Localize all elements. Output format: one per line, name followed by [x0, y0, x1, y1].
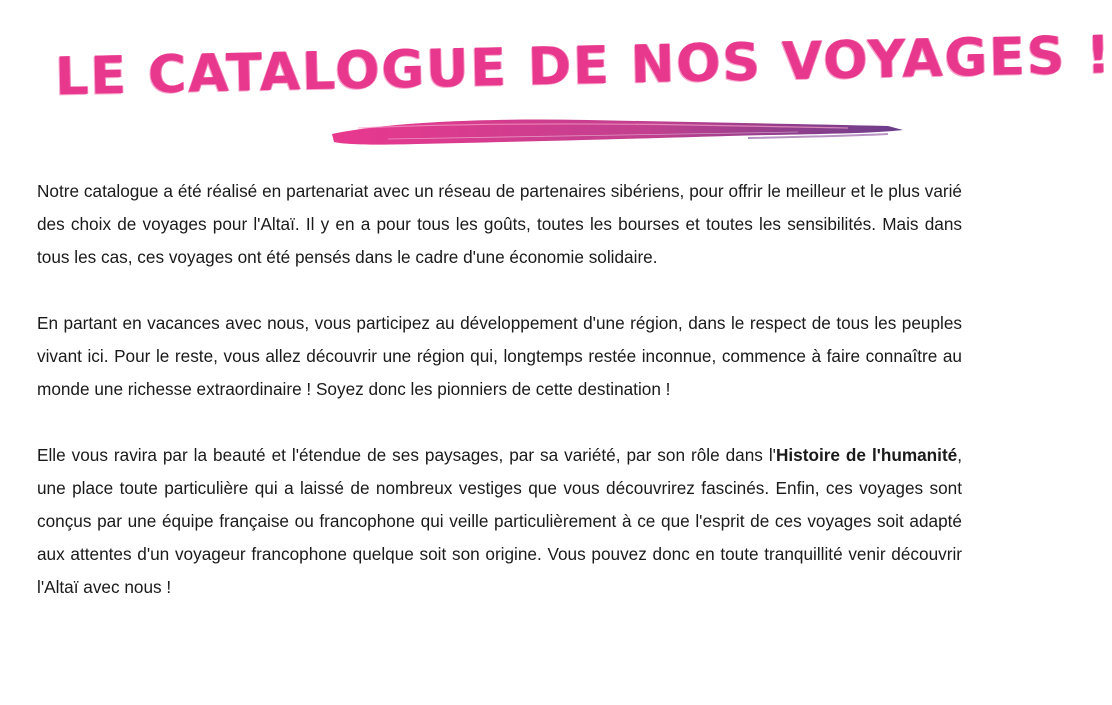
- paragraph-1: Notre catalogue a été réalisé en partenariat avec un réseau de partenaires sibériens, pour offrir le meilleur et le plus varié des choix de voyages pour l'Altaï. Il y en a pour tous les goûts, toutes les bourses et toutes les sensibilités. Mais dans tous les cas, ces voyages ont été pensés dans le cadre d'une économie solidaire.: [37, 181, 962, 267]
- paragraph-2: En partant en vacances avec nous, vous participez au développement d'une région, dans le respect de tous les peuples vivant ici. Pour le reste, vous allez découvrir une région qui, longtemps restée inconnue, commence à faire connaître au monde une richesse extraordinaire ! Soyez donc les pionniers de cette destination !: [37, 313, 962, 399]
- paragraph-3-before: Elle vous ravira par la beauté et l'étendue de ses paysages, par sa variété, par son rôle dans l': [37, 445, 776, 465]
- brush-stroke-underline: [328, 112, 908, 152]
- page-title: LE CATALOGUE DE NOS VOYAGES !: [54, 25, 1112, 108]
- paragraph-3: [37, 439, 962, 604]
- header: [0, 0, 1112, 160]
- paragraph-3-after: , une place toute particulière qui a laissé de nombreux vestiges que vous découvrirez fascinés. Enfin, ces voyages sont conçus par une équipe française ou francophone qui veille particulièrement à ce que l'esprit de ces voyages soit adapté aux attentes d'un voyageur francophone quelque soit son origine. Vous pouvez donc en toute tranquillité venir découvrir l'Altaï avec nous !: [37, 445, 963, 597]
- article-body: [37, 175, 962, 637]
- bold-histoire-humanite: Histoire de l'humanité: [775, 445, 958, 465]
